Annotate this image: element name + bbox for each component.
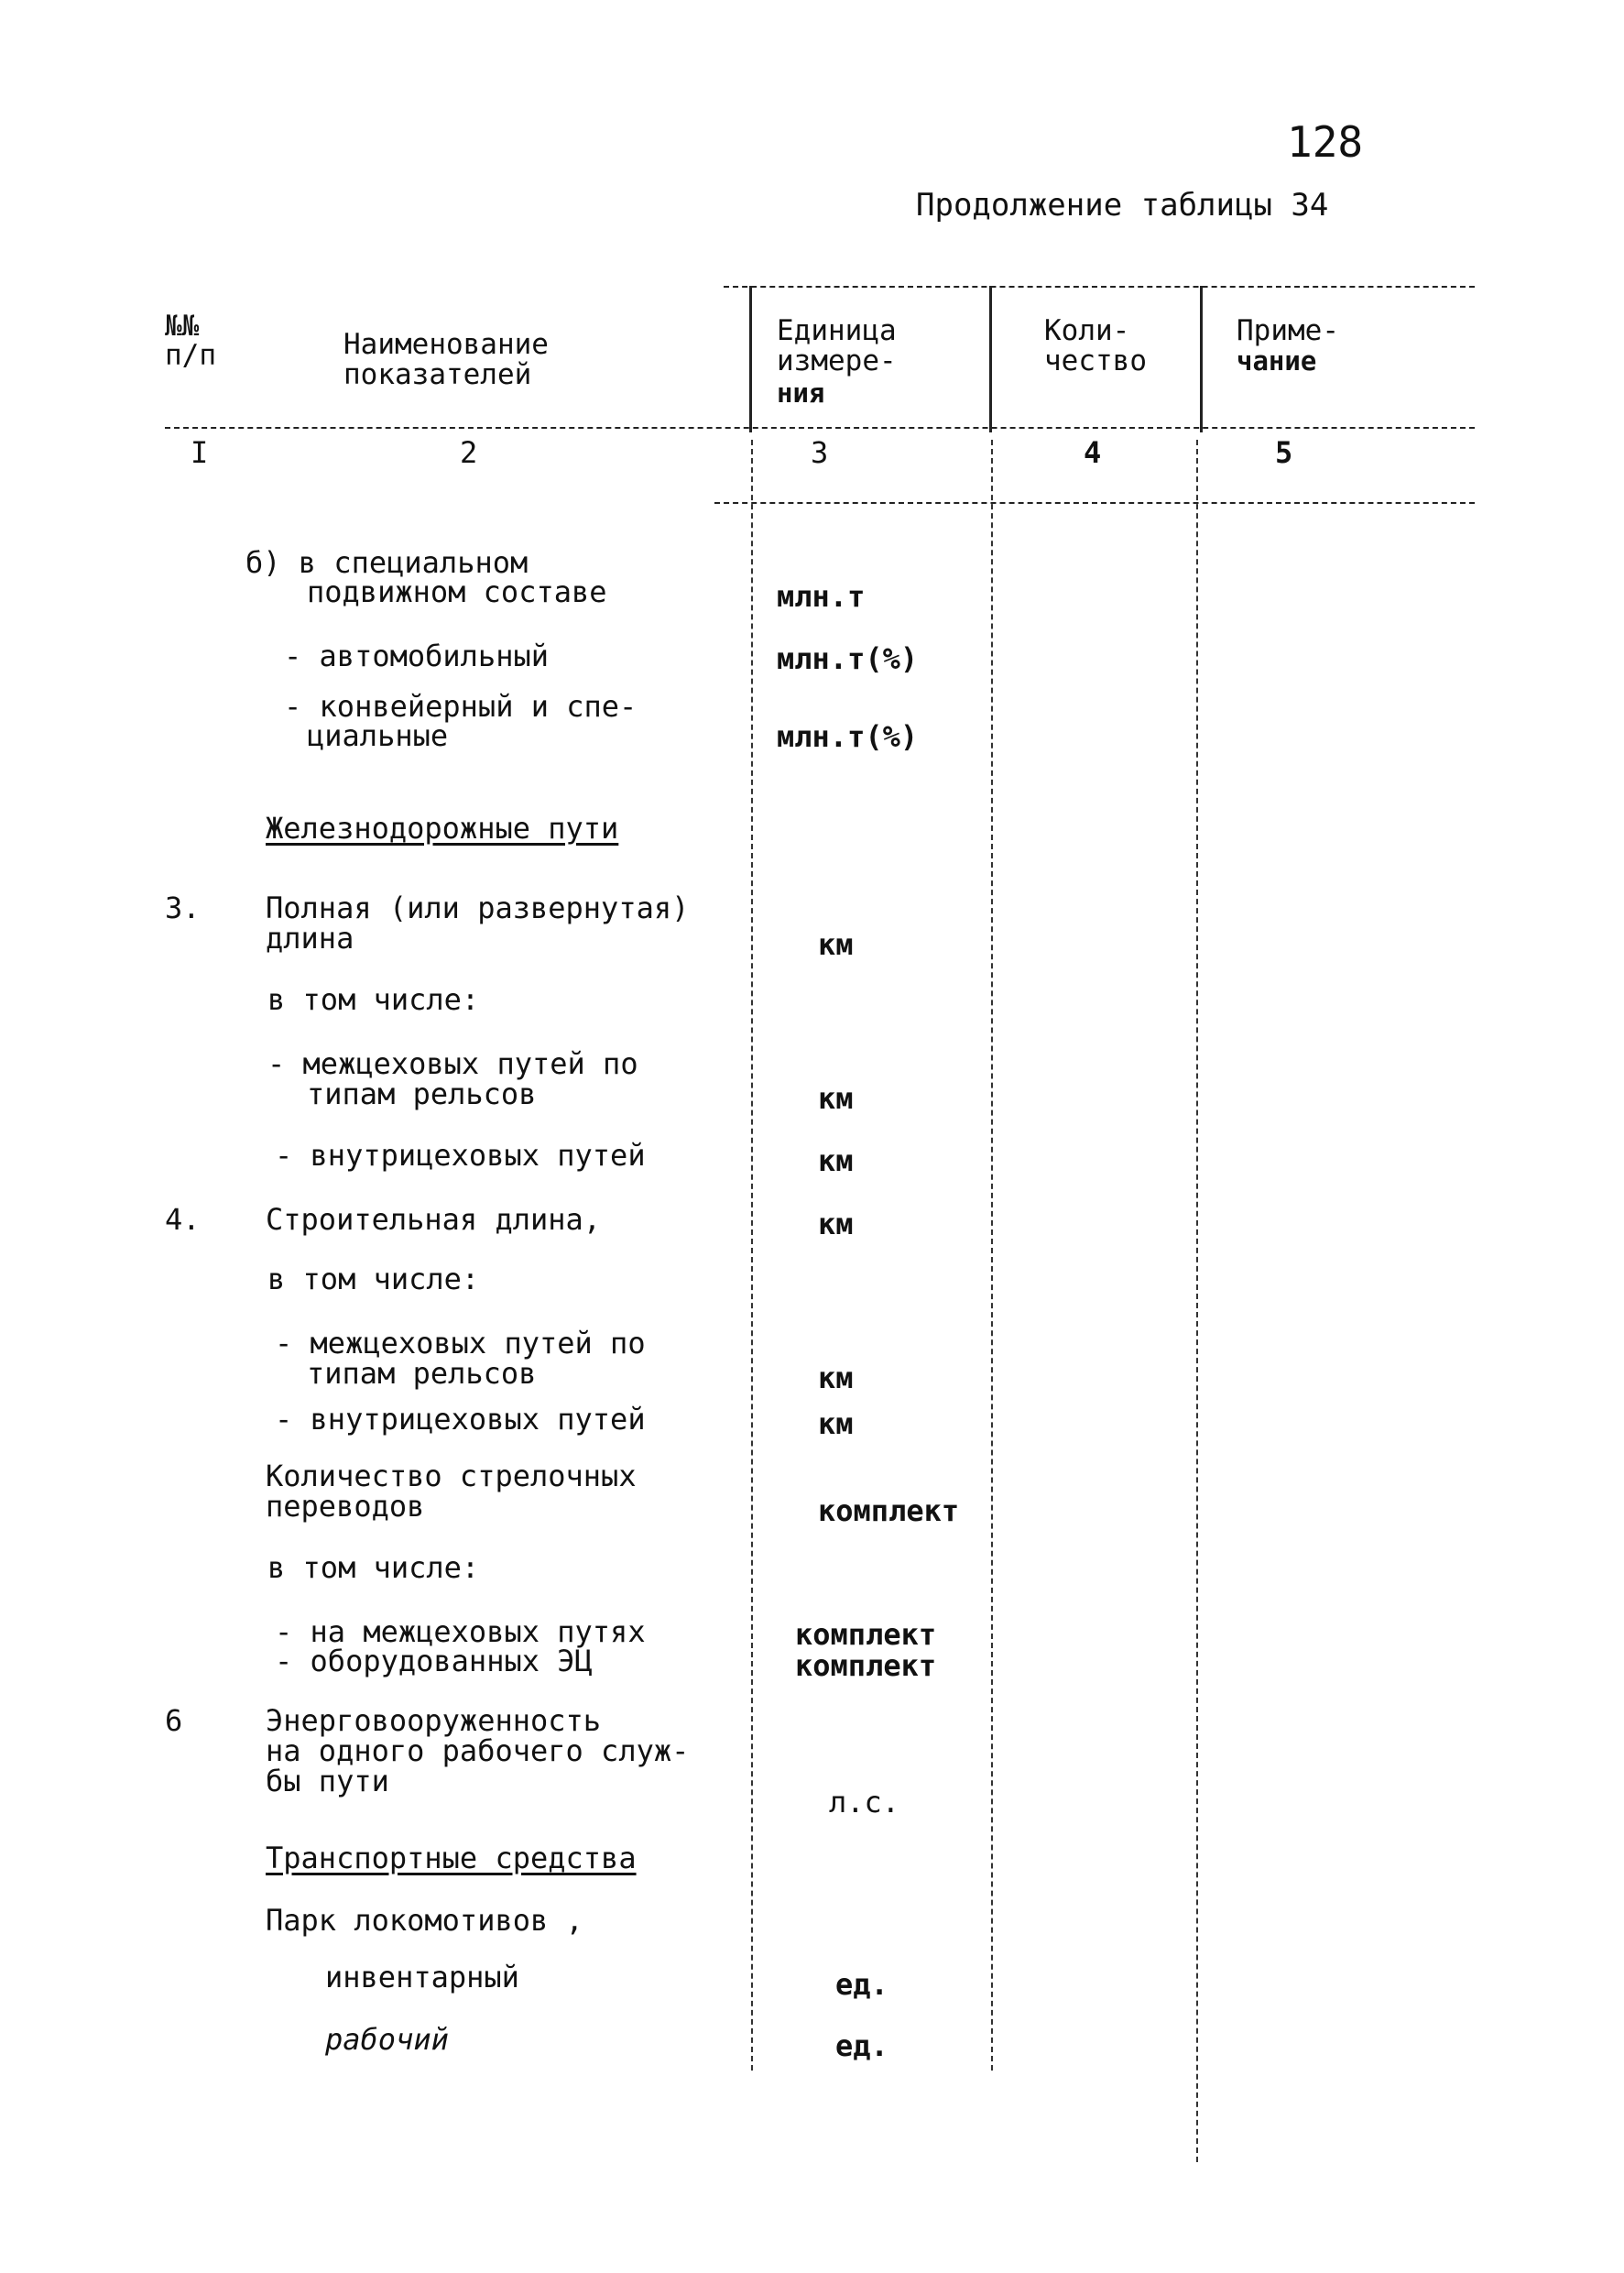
header-col5-line1: Приме-: [1237, 314, 1339, 347]
header-col3-line1: Единица: [777, 314, 897, 347]
unit-intershop-rail-1: км: [818, 1081, 854, 1116]
table-caption: Продолжение таблицы 34: [916, 187, 1329, 224]
col5-divider: [1196, 440, 1198, 2162]
row-intrashop-1: - внутрицеховых путей: [275, 1138, 646, 1173]
header-bottom-rule: [165, 427, 1475, 429]
page-number: 128: [1287, 117, 1364, 167]
unit-conveyor: млн.т(%): [777, 719, 919, 754]
header-col1-line2: п/п: [165, 339, 216, 372]
row-including-3: в том числе:: [267, 1550, 480, 1585]
header-col3-line2: измере-: [777, 344, 897, 377]
row-full-length-number: 3.: [165, 891, 201, 925]
unit-intrashop-1: км: [818, 1143, 854, 1178]
row-special-stock-line1: б) в специальном: [245, 545, 529, 580]
row-full-length-line1: Полная (или развернутая): [266, 891, 690, 925]
row-intershop-rail-line1: - межцеховых путей по: [267, 1046, 638, 1081]
unit-energy: л.с.: [829, 1785, 900, 1819]
row-conveyor-line2: циальные: [307, 718, 449, 753]
unit-intrashop-2: км: [818, 1406, 854, 1441]
row-special-stock-line2: подвижном составе: [307, 574, 607, 609]
col3-divider: [751, 440, 753, 2071]
unit-inventory: ед.: [835, 1967, 888, 2002]
row-build-length-number: 4.: [165, 1202, 201, 1237]
col5-header-divider: [1200, 286, 1203, 432]
header-col2-line1: Наименование: [343, 328, 549, 361]
unit-equipped-ec: комплект: [795, 1648, 937, 1683]
row-full-length-line2: длина: [266, 921, 354, 956]
colnum-1: I: [191, 435, 209, 470]
unit-on-intershop: комплект: [795, 1617, 937, 1652]
header-col2-line2: показателей: [343, 358, 532, 391]
header-col4-line2: чество: [1044, 344, 1147, 377]
header-col5-line2: чание: [1237, 345, 1317, 377]
section-railway-tracks: Железнодорожные пути: [266, 811, 619, 846]
colnum-5: 5: [1275, 435, 1293, 470]
unit-full-length: км: [818, 927, 854, 962]
row-conveyor-line1: - конвейерный и спе-: [284, 689, 638, 724]
row-intershop-rail2-line1: - межцеховых путей по: [275, 1326, 646, 1361]
header-top-rule: [724, 286, 1475, 288]
row-energy-line3: бы пути: [266, 1764, 389, 1798]
col4-divider: [991, 440, 993, 2071]
row-intershop-rail-line2: типам рельсов: [307, 1076, 537, 1111]
row-switches-line1: Количество стрелочных: [266, 1459, 637, 1493]
section-transport-means: Транспортные средства: [266, 1841, 637, 1875]
unit-build-length: км: [818, 1207, 854, 1241]
row-including-2: в том числе:: [267, 1262, 480, 1296]
unit-special-stock: млн.т: [777, 579, 866, 614]
row-locomotive-fleet: Парк локомотивов ,: [266, 1903, 583, 1938]
row-switches-line2: переводов: [266, 1489, 425, 1524]
unit-working: ед.: [835, 2028, 888, 2063]
row-intrashop-2: - внутрицеховых путей: [275, 1402, 646, 1437]
row-inventory: инвентарный: [325, 1960, 519, 1994]
colnum-bottom-rule: [714, 502, 1475, 504]
unit-switches: комплект: [818, 1493, 960, 1528]
row-build-length: Строительная длина,: [266, 1202, 602, 1237]
colnum-2: 2: [460, 435, 478, 470]
header-col1-line1: №№: [165, 310, 200, 343]
row-energy-line1: Энерговооруженность: [266, 1703, 602, 1738]
row-working: рабочий: [325, 2022, 449, 2057]
row-including-1: в том числе:: [267, 982, 480, 1017]
colnum-4: 4: [1084, 435, 1102, 470]
header-col4-line1: Коли-: [1044, 314, 1130, 347]
row-intershop-rail2-line2: типам рельсов: [307, 1356, 537, 1391]
row-on-intershop-line1: - на межцеховых путях: [275, 1614, 646, 1649]
col3-header-divider: [749, 286, 752, 432]
row-automobile: - автомобильный: [284, 639, 549, 673]
row-energy-number: 6: [165, 1703, 183, 1738]
row-equipped-ec: - оборудованных ЭЦ: [275, 1644, 593, 1678]
colnum-3: 3: [811, 435, 829, 470]
unit-automobile: млн.т(%): [777, 641, 919, 676]
col4-header-divider: [989, 286, 992, 432]
row-energy-line2: на одного рабочего служ-: [266, 1733, 690, 1768]
header-col3-line3: ния: [777, 377, 825, 409]
unit-intershop-rail-2: км: [818, 1361, 854, 1395]
